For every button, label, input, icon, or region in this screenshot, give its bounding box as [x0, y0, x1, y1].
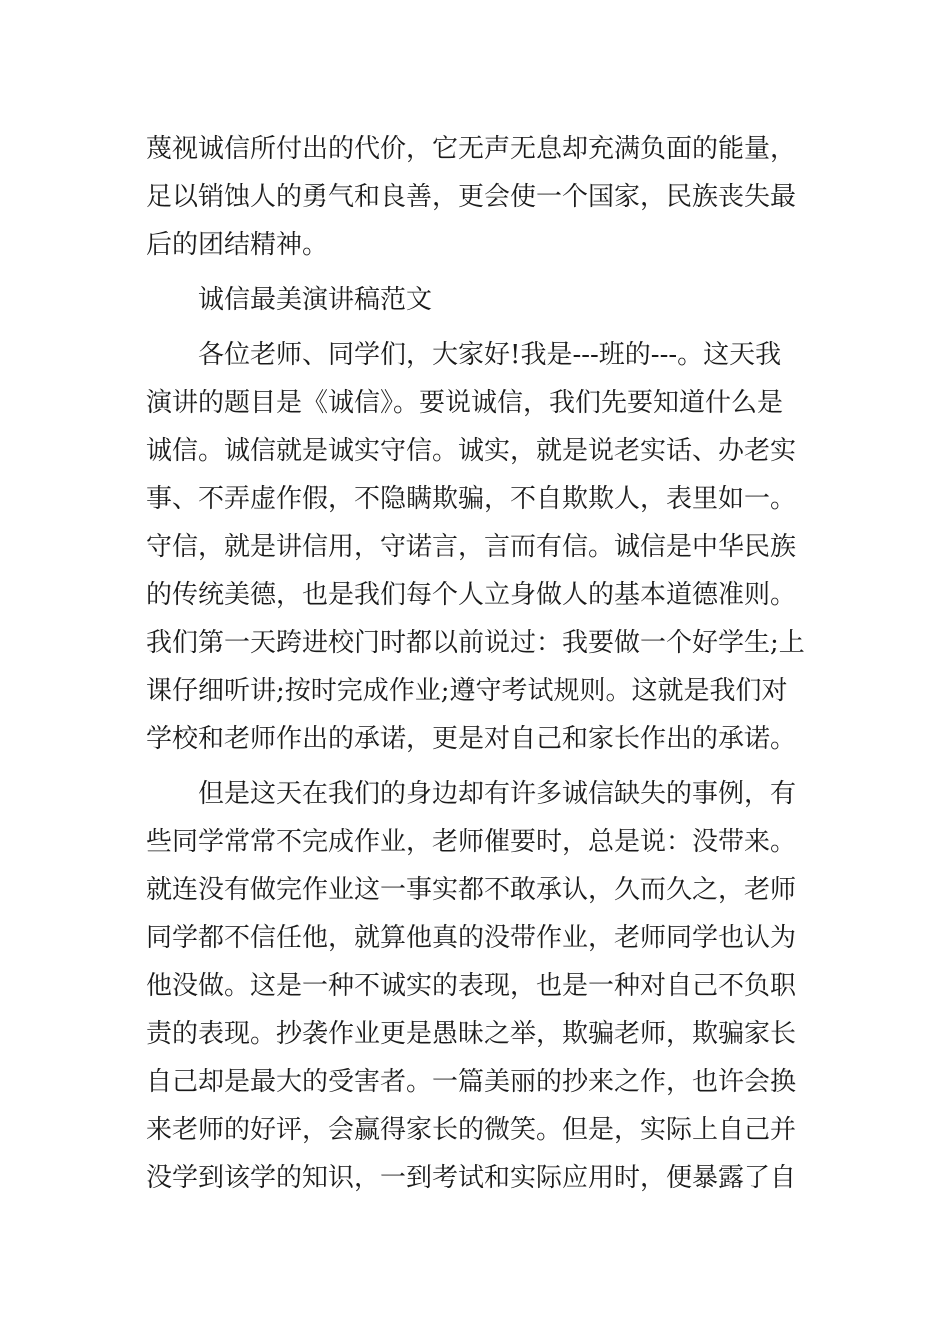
document-body [146, 125, 810, 1202]
text-line: 学校和老师作出的承诺，更是对自己和家长作出的承诺。 [146, 724, 797, 754]
text-line: 蔑视诚信所付出的代价，它无声无息却充满负面的能量， [146, 134, 797, 164]
text-line: 演讲的题目是《诚信》。要说诚信，我们先要知道什么是 [146, 388, 784, 418]
text-line: 事、不弄虚作假，不隐瞒欺骗，不自欺欺人，表里如一。 [146, 484, 797, 514]
text-line: 责的表现。抄袭作业更是愚昧之举，欺骗老师，欺骗家长 [146, 1019, 797, 1049]
section-title: 诚信最美演讲稿范文 [198, 285, 433, 315]
text-line: 的传统美德，也是我们每个人立身做人的基本道德准则。 [146, 580, 797, 610]
text-line: 同学都不信任他，就算他真的没带作业，老师同学也认为 [146, 923, 797, 953]
text-line: 但是这天在我们的身边却有许多诚信缺失的事例，有 [198, 779, 797, 809]
text-line: 就连没有做完作业这一事实都不敢承认，久而久之，老师 [146, 875, 797, 905]
text-line: 自己却是最大的受害者。一篇美丽的抄来之作，也许会换 [146, 1067, 797, 1097]
text-line: 诚信。诚信就是诚实守信。诚实，就是说老实话、办老实 [146, 436, 797, 466]
text-line: 足以销蚀人的勇气和良善，更会使一个国家，民族丧失最 [146, 182, 797, 212]
text-line: 守信，就是讲信用，守诺言，言而有信。诚信是中华民族 [146, 532, 797, 562]
text-line: 些同学常常不完成作业，老师催要时，总是说：没带来。 [146, 827, 797, 857]
text-line: 来老师的好评，会赢得家长的微笑。但是，实际上自己并 [146, 1115, 797, 1145]
text-line: 没学到该学的知识，一到考试和实际应用时，便暴露了自 [146, 1163, 797, 1193]
text-line: 各位老师、同学们，大家好!我是---班的---。这天我 [198, 340, 782, 370]
text-line: 后的团结精神。 [146, 230, 329, 260]
text-line: 我们第一天跨进校门时都以前说过：我要做一个好学生;上 [146, 628, 805, 658]
text-line: 课仔细听讲;按时完成作业;遵守考试规则。这就是我们对 [146, 676, 788, 706]
text-line: 他没做。这是一种不诚实的表现，也是一种对自己不负职 [146, 971, 797, 1001]
